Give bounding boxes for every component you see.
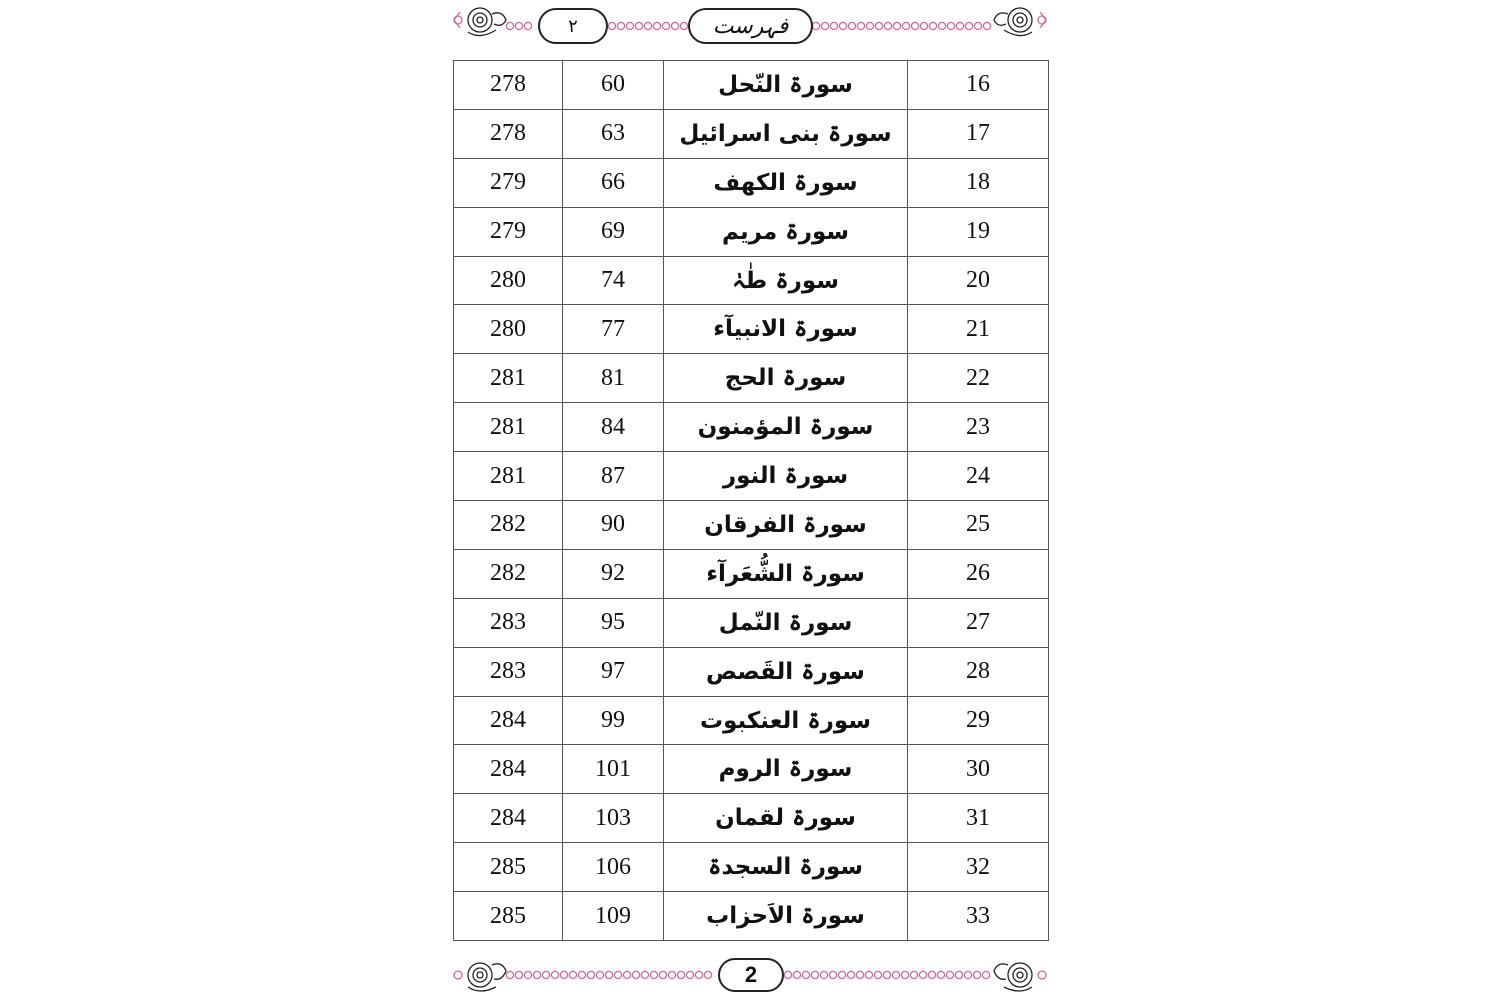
bead-icon bbox=[802, 971, 809, 978]
table-row bbox=[454, 549, 1049, 598]
surah-name-cell: سورۃ النّمل bbox=[664, 598, 908, 647]
bead-icon bbox=[632, 971, 639, 978]
bead-icon bbox=[617, 22, 624, 29]
bead-icon bbox=[964, 971, 971, 978]
bead-icon bbox=[884, 22, 891, 29]
bead-icon bbox=[839, 22, 846, 29]
serial-number-cell: 33 bbox=[908, 892, 1049, 941]
page-number-cell: 283 bbox=[454, 598, 563, 647]
serial-number-cell: 26 bbox=[908, 549, 1049, 598]
table-row bbox=[454, 892, 1049, 941]
bead-icon bbox=[956, 22, 963, 29]
bead-icon bbox=[920, 22, 927, 29]
para-number-cell: 87 bbox=[563, 452, 664, 501]
table-row bbox=[454, 647, 1049, 696]
para-number-cell: 63 bbox=[563, 109, 664, 158]
table-row bbox=[454, 696, 1049, 745]
bead-icon bbox=[838, 971, 845, 978]
para-number-cell: 81 bbox=[563, 354, 664, 403]
table-row bbox=[454, 501, 1049, 550]
bead-icon bbox=[641, 971, 648, 978]
bead-icon bbox=[929, 22, 936, 29]
table-row bbox=[454, 158, 1049, 207]
bead-icon bbox=[653, 22, 660, 29]
bead-icon bbox=[938, 22, 945, 29]
para-number-cell: 69 bbox=[563, 207, 664, 256]
bead-icon bbox=[856, 971, 863, 978]
bead-icon bbox=[668, 971, 675, 978]
page-number-cell: 278 bbox=[454, 109, 563, 158]
serial-number-cell: 19 bbox=[908, 207, 1049, 256]
bead-icon bbox=[623, 971, 630, 978]
serial-number-cell: 16 bbox=[908, 61, 1049, 110]
serial-number-cell: 29 bbox=[908, 696, 1049, 745]
bead-icon bbox=[928, 971, 935, 978]
page-number-cell: 282 bbox=[454, 501, 563, 550]
page-number-cell: 281 bbox=[454, 403, 563, 452]
para-number-cell: 66 bbox=[563, 158, 664, 207]
bead-icon bbox=[901, 971, 908, 978]
page-number-cell: 280 bbox=[454, 256, 563, 305]
bead-icon bbox=[955, 971, 962, 978]
para-number-cell: 77 bbox=[563, 305, 664, 354]
table-row bbox=[454, 354, 1049, 403]
surah-name-cell: سورۃ الفرقان bbox=[664, 501, 908, 550]
bead-icon bbox=[587, 971, 594, 978]
bead-icon bbox=[524, 971, 531, 978]
table-row bbox=[454, 207, 1049, 256]
bead-icon bbox=[626, 22, 633, 29]
bead-icon bbox=[569, 971, 576, 978]
footer-right-flourish-icon bbox=[994, 963, 1046, 991]
bead-icon bbox=[911, 22, 918, 29]
table-row bbox=[454, 452, 1049, 501]
page-number-cell: 285 bbox=[454, 843, 563, 892]
table-row bbox=[454, 843, 1049, 892]
bead-icon bbox=[866, 22, 873, 29]
surah-name-cell: سورۃ العنکبوت bbox=[664, 696, 908, 745]
bead-icon bbox=[506, 22, 513, 29]
bead-icon bbox=[937, 971, 944, 978]
bead-icon bbox=[857, 22, 864, 29]
footer-page-number: 2 bbox=[718, 958, 784, 992]
bead-icon bbox=[811, 971, 818, 978]
surah-index-body bbox=[454, 61, 1049, 941]
bead-icon bbox=[614, 971, 621, 978]
surah-name-cell: سورۃ بنی اسرائیل bbox=[664, 109, 908, 158]
bead-icon bbox=[524, 22, 531, 29]
table-row bbox=[454, 598, 1049, 647]
bead-icon bbox=[686, 971, 693, 978]
bead-icon bbox=[659, 971, 666, 978]
serial-number-cell: 28 bbox=[908, 647, 1049, 696]
table-row bbox=[454, 745, 1049, 794]
bead-icon bbox=[662, 22, 669, 29]
table-row bbox=[454, 794, 1049, 843]
surah-name-cell: سورۃ مریم bbox=[664, 207, 908, 256]
serial-number-cell: 30 bbox=[908, 745, 1049, 794]
bead-icon bbox=[784, 971, 791, 978]
table-row bbox=[454, 403, 1049, 452]
para-number-cell: 74 bbox=[563, 256, 664, 305]
bead-icon bbox=[515, 971, 522, 978]
bead-icon bbox=[635, 22, 642, 29]
bead-icon bbox=[578, 971, 585, 978]
para-number-cell: 84 bbox=[563, 403, 664, 452]
para-number-cell: 60 bbox=[563, 61, 664, 110]
bead-icon bbox=[542, 971, 549, 978]
surah-name-cell: سورۃ القَصص bbox=[664, 647, 908, 696]
serial-number-cell: 17 bbox=[908, 109, 1049, 158]
table-row bbox=[454, 305, 1049, 354]
bead-icon bbox=[973, 971, 980, 978]
serial-number-cell: 27 bbox=[908, 598, 1049, 647]
para-number-cell: 92 bbox=[563, 549, 664, 598]
surah-name-cell: سورۃ السجدۃ bbox=[664, 843, 908, 892]
surah-index-table bbox=[453, 60, 1049, 941]
urdu-page-number: ۲ bbox=[538, 8, 608, 44]
para-number-cell: 101 bbox=[563, 745, 664, 794]
surah-name-cell: سورۃ الحج bbox=[664, 354, 908, 403]
bead-icon bbox=[883, 971, 890, 978]
surah-name-cell: سورۃ الشُّعَرآء bbox=[664, 549, 908, 598]
bead-icon bbox=[902, 22, 909, 29]
surah-name-cell: سورۃ المؤمنون bbox=[664, 403, 908, 452]
bead-icon bbox=[982, 971, 989, 978]
bead-icon bbox=[892, 971, 899, 978]
bead-icon bbox=[608, 22, 615, 29]
bead-icon bbox=[820, 971, 827, 978]
bead-icon bbox=[793, 971, 800, 978]
serial-number-cell: 24 bbox=[908, 452, 1049, 501]
para-number-cell: 109 bbox=[563, 892, 664, 941]
bead-icon bbox=[560, 971, 567, 978]
surah-name-cell: سورۃ طٰہٰ bbox=[664, 256, 908, 305]
surah-name-cell: سورۃ لقمان bbox=[664, 794, 908, 843]
bead-icon bbox=[821, 22, 828, 29]
bead-icon bbox=[946, 971, 953, 978]
surah-name-cell: سورۃ الاَحزاب bbox=[664, 892, 908, 941]
para-number-cell: 90 bbox=[563, 501, 664, 550]
page-number-cell: 281 bbox=[454, 452, 563, 501]
footer-band bbox=[450, 955, 1050, 995]
bead-icon bbox=[983, 22, 990, 29]
surah-name-cell: سورۃ الروم bbox=[664, 745, 908, 794]
left-flourish-icon bbox=[454, 8, 506, 36]
page-number-cell: 280 bbox=[454, 305, 563, 354]
table-row bbox=[454, 109, 1049, 158]
page-number-cell: 284 bbox=[454, 696, 563, 745]
bead-icon bbox=[847, 971, 854, 978]
footer-left-flourish-icon bbox=[454, 963, 506, 991]
bead-icon bbox=[910, 971, 917, 978]
bead-icon bbox=[947, 22, 954, 29]
bead-icon bbox=[533, 971, 540, 978]
bead-icon bbox=[644, 22, 651, 29]
page-number-cell: 284 bbox=[454, 745, 563, 794]
bead-icon bbox=[919, 971, 926, 978]
page-number-cell: 278 bbox=[454, 61, 563, 110]
bead-icon bbox=[965, 22, 972, 29]
bead-icon bbox=[848, 22, 855, 29]
page-number-cell: 281 bbox=[454, 354, 563, 403]
serial-number-cell: 20 bbox=[908, 256, 1049, 305]
para-number-cell: 106 bbox=[563, 843, 664, 892]
bead-icon bbox=[865, 971, 872, 978]
surah-name-cell: سورۃ الکھف bbox=[664, 158, 908, 207]
bead-icon bbox=[515, 22, 522, 29]
page-number-cell: 279 bbox=[454, 207, 563, 256]
bead-icon bbox=[551, 971, 558, 978]
para-number-cell: 99 bbox=[563, 696, 664, 745]
bead-icon bbox=[893, 22, 900, 29]
page-number-cell: 283 bbox=[454, 647, 563, 696]
bead-icon bbox=[974, 22, 981, 29]
page-number-cell: 282 bbox=[454, 549, 563, 598]
page-number-cell: 284 bbox=[454, 794, 563, 843]
page-title: فہرست bbox=[688, 8, 813, 44]
para-number-cell: 95 bbox=[563, 598, 664, 647]
bead-icon bbox=[704, 971, 711, 978]
bead-icon bbox=[596, 971, 603, 978]
serial-number-cell: 21 bbox=[908, 305, 1049, 354]
serial-number-cell: 18 bbox=[908, 158, 1049, 207]
table-row bbox=[454, 256, 1049, 305]
para-number-cell: 103 bbox=[563, 794, 664, 843]
bead-icon bbox=[829, 971, 836, 978]
bead-icon bbox=[677, 971, 684, 978]
bead-icon bbox=[875, 22, 882, 29]
para-number-cell: 97 bbox=[563, 647, 664, 696]
bead-icon bbox=[506, 971, 513, 978]
bead-icon bbox=[671, 22, 678, 29]
bead-icon bbox=[874, 971, 881, 978]
bead-icon bbox=[812, 22, 819, 29]
surah-name-cell: سورۃ الانبیآء bbox=[664, 305, 908, 354]
bead-icon bbox=[605, 971, 612, 978]
header-band bbox=[450, 2, 1050, 42]
serial-number-cell: 22 bbox=[908, 354, 1049, 403]
bead-icon bbox=[695, 971, 702, 978]
serial-number-cell: 25 bbox=[908, 501, 1049, 550]
bead-icon bbox=[830, 22, 837, 29]
serial-number-cell: 31 bbox=[908, 794, 1049, 843]
surah-name-cell: سورۃ النور bbox=[664, 452, 908, 501]
bead-icon bbox=[680, 22, 687, 29]
page-number-cell: 285 bbox=[454, 892, 563, 941]
serial-number-cell: 32 bbox=[908, 843, 1049, 892]
page-number-cell: 279 bbox=[454, 158, 563, 207]
surah-name-cell: سورۃ النّحل bbox=[664, 61, 908, 110]
serial-number-cell: 23 bbox=[908, 403, 1049, 452]
right-flourish-icon bbox=[994, 8, 1046, 36]
bead-icon bbox=[650, 971, 657, 978]
table-row bbox=[454, 61, 1049, 110]
